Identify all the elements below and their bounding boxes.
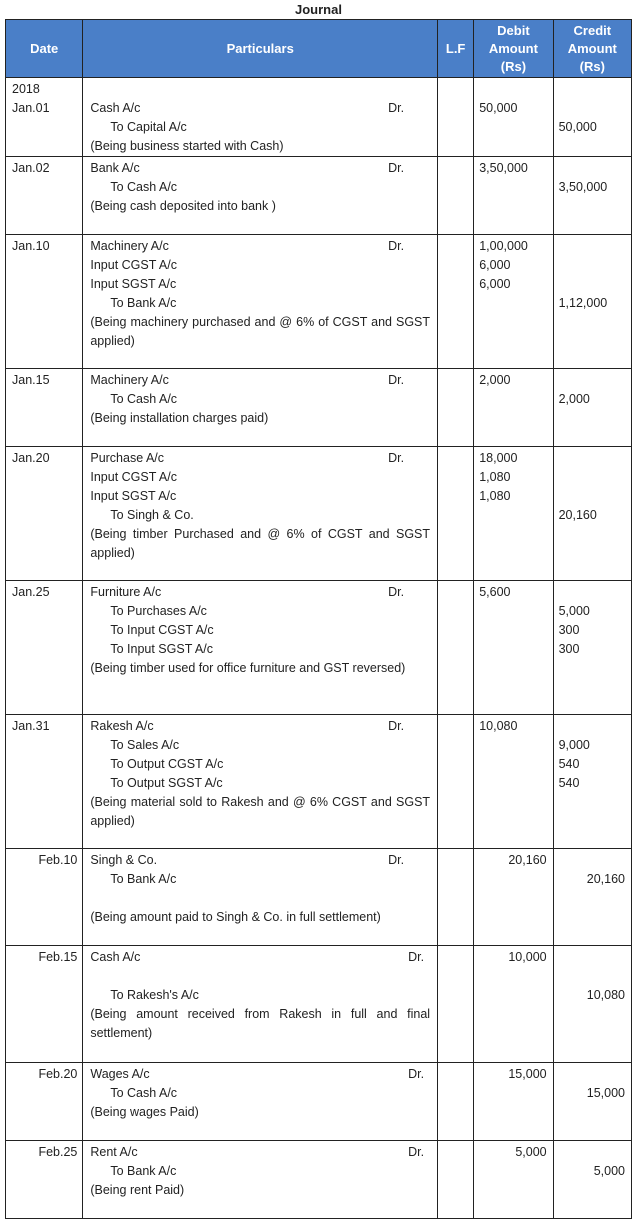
credit-amount: 50,000 <box>558 120 597 134</box>
dr-label: Dr. <box>388 373 405 387</box>
entry-date: Jan.02 <box>12 161 50 175</box>
debit-account-line <box>90 717 430 736</box>
entry-date-cell <box>6 1063 83 1141</box>
entry-date: Jan.20 <box>12 451 50 465</box>
narration: (Being installation charges paid) <box>90 411 269 425</box>
entry-debit-cell <box>474 369 553 447</box>
entry-date-cell <box>6 78 83 157</box>
entry-debit-cell <box>474 1141 553 1219</box>
credit-account: To Output SGST A/c <box>110 776 223 790</box>
journal-entry-row <box>6 715 632 849</box>
dr-label: Dr. <box>388 585 405 599</box>
entry-date-cell <box>6 447 83 581</box>
journal-entry-row <box>6 946 632 1063</box>
extra-debit-account: Input SGST A/c <box>90 489 177 503</box>
dr-label: Dr. <box>388 161 405 175</box>
header-particulars: Particulars <box>83 20 438 78</box>
entry-debit-cell <box>474 157 553 235</box>
dr-label: Dr. <box>388 719 405 733</box>
entry-particulars-cell <box>83 715 438 849</box>
debit-account-line <box>90 99 430 118</box>
debit-account-line <box>90 583 430 602</box>
debit-amount: 10,080 <box>479 719 518 733</box>
credit-amount: 5,000 <box>558 604 590 618</box>
entry-particulars-cell <box>83 447 438 581</box>
credit-account: To Cash A/c <box>110 1086 178 1100</box>
entry-particulars-cell <box>83 78 438 157</box>
header-debit-line: (Rs) <box>500 58 527 74</box>
header-debit-line: Debit <box>497 22 530 38</box>
entry-debit-cell <box>474 235 553 369</box>
entry-particulars-cell <box>83 1063 438 1141</box>
narration: (Being amount paid to Singh & Co. in full settlement) <box>90 910 381 924</box>
entry-date-cell <box>6 946 83 1063</box>
entry-particulars-cell <box>83 157 438 235</box>
entry-date: Jan.10 <box>12 239 50 253</box>
debit-account-line <box>90 1143 430 1162</box>
entry-credit-cell <box>553 1063 631 1141</box>
debit-account-line <box>90 159 430 178</box>
entry-credit-cell <box>553 715 631 849</box>
debit-account: Machinery A/c <box>90 373 169 387</box>
entry-date-cell <box>6 849 83 946</box>
dr-label: Dr. <box>408 1145 425 1159</box>
entry-particulars-cell <box>83 849 438 946</box>
credit-account: To Output CGST A/c <box>110 757 224 771</box>
entry-date: Jan.15 <box>12 373 50 387</box>
journal-entry-row <box>6 157 632 235</box>
entry-particulars-cell <box>83 581 438 715</box>
credit-amount: 9,000 <box>558 738 590 752</box>
debit-account: Singh & Co. <box>90 853 158 867</box>
dr-label: Dr. <box>388 451 405 465</box>
header-debit-line: Amount <box>488 40 538 56</box>
credit-account: To Cash A/c <box>110 180 178 194</box>
entry-particulars-cell <box>83 1141 438 1219</box>
credit-account: To Cash A/c <box>110 392 178 406</box>
header-credit-line: Credit <box>573 22 612 38</box>
entry-credit-cell <box>553 235 631 369</box>
debit-account: Wages A/c <box>90 1067 150 1081</box>
journal-entry-row <box>6 369 632 447</box>
narration: (Being amount received from Rakesh in full and final settlement) <box>90 1007 431 1040</box>
credit-account: To Sales A/c <box>110 738 180 752</box>
debit-amount: 50,000 <box>479 101 518 115</box>
debit-amount: 20,160 <box>508 853 547 867</box>
debit-amount: 1,080 <box>479 489 511 503</box>
debit-account: Purchase A/c <box>90 451 165 465</box>
journal-entry-row <box>6 78 632 157</box>
entry-lf-cell <box>438 78 474 157</box>
entry-lf-cell <box>438 715 474 849</box>
debit-account-line <box>90 449 430 468</box>
entry-year: 2018 <box>12 82 40 96</box>
entry-credit-cell <box>553 849 631 946</box>
header-credit <box>553 20 631 78</box>
entry-lf-cell <box>438 369 474 447</box>
journal-entry-row <box>6 447 632 581</box>
entry-debit-cell <box>474 447 553 581</box>
credit-account: To Input CGST A/c <box>110 623 214 637</box>
entry-lf-cell <box>438 1063 474 1141</box>
debit-amount: 5,000 <box>515 1145 547 1159</box>
debit-account-line <box>90 1065 430 1084</box>
entry-debit-cell <box>474 581 553 715</box>
narration: (Being machinery purchased and @ 6% of CGST and SGST applied) <box>90 315 431 348</box>
entry-particulars-cell <box>83 235 438 369</box>
debit-account: Rent A/c <box>90 1145 138 1159</box>
entry-date: Feb.25 <box>38 1145 78 1159</box>
dr-label: Dr. <box>388 853 405 867</box>
entry-lf-cell <box>438 235 474 369</box>
entry-lf-cell <box>438 581 474 715</box>
entry-credit-cell <box>553 1141 631 1219</box>
credit-account: To Bank A/c <box>110 1164 177 1178</box>
journal-title: Journal <box>295 2 342 17</box>
credit-amount: 20,160 <box>558 508 597 522</box>
entry-debit-cell <box>474 946 553 1063</box>
header-lf: L.F <box>438 20 474 78</box>
credit-amount: 540 <box>558 776 580 790</box>
debit-amount: 2,000 <box>479 373 511 387</box>
extra-debit-account: Input CGST A/c <box>90 470 177 484</box>
credit-account: To Bank A/c <box>110 296 177 310</box>
journal-entry-row <box>6 581 632 715</box>
debit-account-line <box>90 237 430 256</box>
entry-credit-cell <box>553 946 631 1063</box>
debit-amount: 18,000 <box>479 451 518 465</box>
dr-label: Dr. <box>388 101 405 115</box>
dr-label: Dr. <box>408 1067 425 1081</box>
entry-lf-cell <box>438 946 474 1063</box>
credit-amount: 20,160 <box>586 872 625 886</box>
entry-date-cell <box>6 1141 83 1219</box>
narration: (Being cash deposited into bank ) <box>90 199 276 213</box>
debit-account-line <box>90 371 430 390</box>
entry-debit-cell <box>474 715 553 849</box>
debit-account: Rakesh A/c <box>90 719 154 733</box>
debit-account: Bank A/c <box>90 161 140 175</box>
entry-date: Jan.31 <box>12 719 50 733</box>
debit-account: Machinery A/c <box>90 239 169 253</box>
debit-amount: 3,50,000 <box>479 161 528 175</box>
credit-amount: 540 <box>558 757 580 771</box>
journal-entry-row <box>6 849 632 946</box>
debit-account: Cash A/c <box>90 950 141 964</box>
entry-particulars-cell <box>83 946 438 1063</box>
narration: (Being business started with Cash) <box>90 139 284 153</box>
entry-date: Feb.20 <box>38 1067 78 1081</box>
dr-label: Dr. <box>408 950 425 964</box>
narration: (Being material sold to Rakesh and @ 6% CGST and SGST applied) <box>90 795 431 828</box>
credit-account: To Bank A/c <box>110 872 177 886</box>
debit-amount: 6,000 <box>479 277 511 291</box>
entry-credit-cell <box>553 447 631 581</box>
entry-date: Feb.10 <box>38 853 78 867</box>
journal-entry-row <box>6 1063 632 1141</box>
entry-date-cell <box>6 157 83 235</box>
entry-lf-cell <box>438 1141 474 1219</box>
header-credit-line: (Rs) <box>579 58 605 74</box>
credit-amount: 5,000 <box>593 1164 625 1178</box>
entry-credit-cell <box>553 369 631 447</box>
header-credit-line: Amount <box>567 40 617 56</box>
credit-account: To Input SGST A/c <box>110 642 213 656</box>
dr-label: Dr. <box>388 239 405 253</box>
entry-date: Feb.15 <box>38 950 78 964</box>
entry-credit-cell <box>553 157 631 235</box>
credit-account: To Purchases A/c <box>110 604 207 618</box>
credit-account: To Rakesh's A/c <box>110 988 199 1002</box>
debit-account: Furniture A/c <box>90 585 162 599</box>
credit-amount: 300 <box>558 642 580 656</box>
credit-account: To Singh & Co. <box>110 508 194 522</box>
credit-amount: 10,080 <box>586 988 625 1002</box>
credit-amount: 3,50,000 <box>558 180 608 194</box>
debit-account-line <box>90 948 430 967</box>
entry-credit-cell <box>553 78 631 157</box>
credit-amount: 1,12,000 <box>558 296 608 310</box>
extra-debit-account: Input SGST A/c <box>90 277 177 291</box>
credit-amount: 2,000 <box>558 392 590 406</box>
narration: (Being wages Paid) <box>90 1105 199 1119</box>
debit-amount: 5,600 <box>479 585 511 599</box>
entry-debit-cell <box>474 1063 553 1141</box>
extra-debit-account: Input CGST A/c <box>90 258 177 272</box>
debit-account: Cash A/c <box>90 101 141 115</box>
debit-amount: 1,00,000 <box>479 239 528 253</box>
debit-amount: 6,000 <box>479 258 511 272</box>
debit-amount: 1,080 <box>479 470 511 484</box>
narration: (Being rent Paid) <box>90 1183 185 1197</box>
credit-amount: 15,000 <box>586 1086 625 1100</box>
debit-amount: 15,000 <box>508 1067 547 1081</box>
header-debit <box>474 20 553 78</box>
entry-lf-cell <box>438 849 474 946</box>
journal-table <box>5 19 632 1219</box>
entry-date-cell <box>6 235 83 369</box>
journal-entry-row <box>6 235 632 369</box>
entry-debit-cell <box>474 849 553 946</box>
entry-lf-cell <box>438 157 474 235</box>
entry-date-cell <box>6 369 83 447</box>
entry-date: Jan.01 <box>12 101 50 115</box>
entry-lf-cell <box>438 447 474 581</box>
narration: (Being timber used for office furniture and GST reversed) <box>90 661 406 675</box>
entry-credit-cell <box>553 581 631 715</box>
narration: (Being timber Purchased and @ 6% of CGST and SGST applied) <box>90 527 431 560</box>
entry-date-cell <box>6 715 83 849</box>
credit-amount: 300 <box>558 623 580 637</box>
debit-amount: 10,000 <box>508 950 547 964</box>
header-row <box>6 20 632 78</box>
debit-account-line <box>90 851 430 870</box>
entry-debit-cell <box>474 78 553 157</box>
entry-date-cell <box>6 581 83 715</box>
header-date: Date <box>6 20 83 78</box>
entry-particulars-cell <box>83 369 438 447</box>
journal-entry-row <box>6 1141 632 1219</box>
entry-date: Jan.25 <box>12 585 50 599</box>
credit-account: To Capital A/c <box>110 120 187 134</box>
